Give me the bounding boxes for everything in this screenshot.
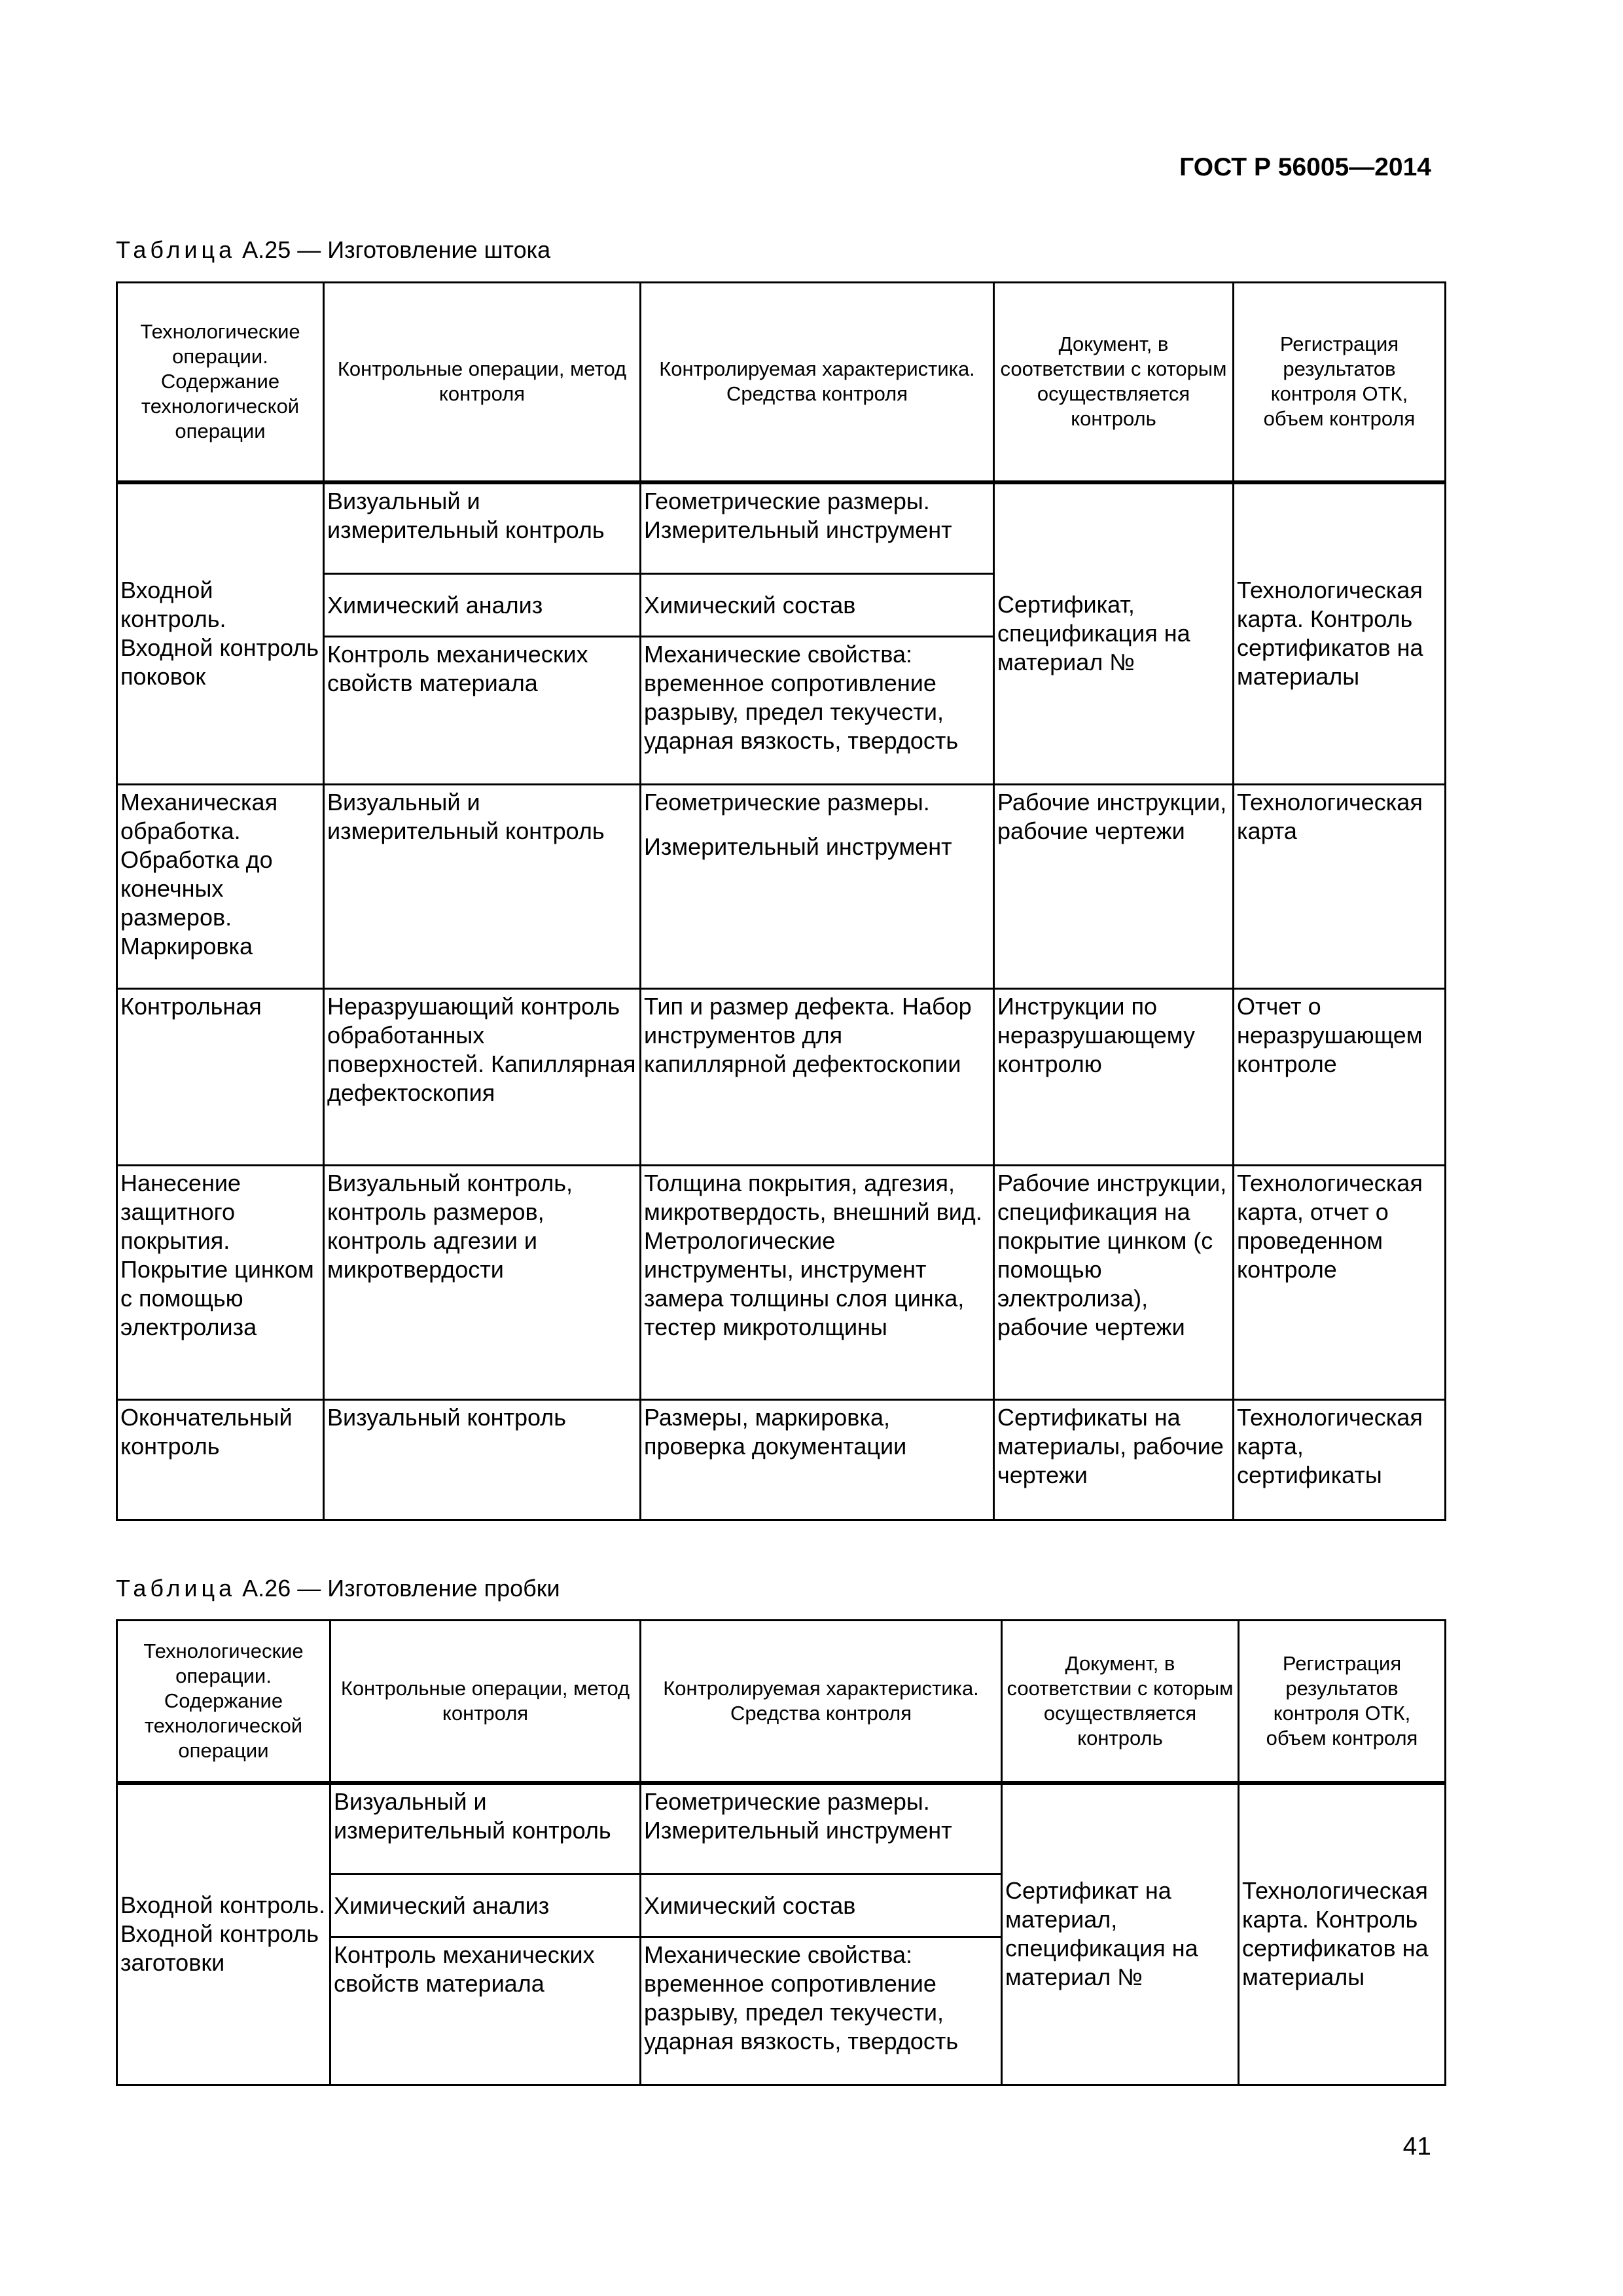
cell-document: Рабочие инструкции, рабочие чертежи <box>994 785 1234 989</box>
page-number: 41 <box>1402 2132 1431 2161</box>
cell-document: Сертификаты на материалы, рабочие чертежи <box>994 1400 1234 1520</box>
cell-document: Сертификат на материал, спецификация на материал № <box>1002 1783 1239 2085</box>
header-document: Документ, в соответствии с которым осуществляется контроль <box>1002 1621 1239 1783</box>
cell-control: Визуальный и измерительный контроль <box>330 1783 641 1874</box>
cell-control: Визуальный контроль, контроль размеров, контроль адгезии и микротвердости <box>324 1166 641 1400</box>
cell-control: Химический анализ <box>330 1874 641 1937</box>
cell-document: Сертификат, спецификация на материал № <box>994 482 1234 785</box>
cell-control: Контроль механических свойств материала <box>330 1937 641 2085</box>
cell-document: Рабочие инструкции, спецификация на покрытие цинком (с помощью электролиза), рабочие чертежи <box>994 1166 1234 1400</box>
cell-control: Неразрушающий контроль обработанных поверхностей. Капиллярная дефектоскопия <box>324 989 641 1166</box>
cell-operation: Входной контроль. Входной контроль поковок <box>117 482 324 785</box>
header-control: Контрольные операции, метод контроля <box>324 283 641 482</box>
cell-characteristic: Тип и размер дефекта. Набор инструментов для капиллярной дефектоскопии <box>641 989 994 1166</box>
header-characteristic: Контролируемая характеристика. Средства контроля <box>641 1621 1002 1783</box>
cell-document: Инструкции по неразрушающему контролю <box>994 989 1234 1166</box>
cell-characteristic: Толщина покрытия, адгезия, микротвердость, внешний вид. Метрологические инструменты, инструмент замера толщины слоя цинка, тестер микротолщины <box>641 1166 994 1400</box>
cell-operation: Входной контроль. Входной контроль заготовки <box>117 1783 330 2085</box>
cell-operation: Нанесение защитного покрытия. Покрытие цинком с помощью электролиза <box>117 1166 324 1400</box>
caption-prefix: Таблица <box>116 236 236 263</box>
header-registration: Регистрация результатов контроля ОТК, объем контроля <box>1239 1621 1446 1783</box>
characteristic-line: Геометрические размеры. <box>644 789 930 816</box>
header-registration: Регистрация результатов контроля ОТК, объем контроля <box>1234 283 1446 482</box>
header-characteristic: Контролируемая характеристика. Средства контроля <box>641 283 994 482</box>
cell-characteristic <box>641 785 994 989</box>
cell-control: Визуальный контроль <box>324 1400 641 1520</box>
table-row <box>117 1400 1446 1520</box>
table-a26 <box>116 1619 1446 2086</box>
caption-text: А.26 — Изготовление пробки <box>242 1575 560 1602</box>
cell-registration: Технологическая карта, сертификаты <box>1234 1400 1446 1520</box>
table-a25-caption <box>116 236 550 264</box>
header-document: Документ, в соответствии с которым осуществляется контроль <box>994 283 1234 482</box>
caption-text: А.25 — Изготовление штока <box>242 236 551 263</box>
table-header-row <box>117 1621 1446 1783</box>
cell-characteristic: Химический состав <box>641 574 994 637</box>
cell-control: Визуальный и измерительный контроль <box>324 785 641 989</box>
document-code: ГОСТ Р 56005—2014 <box>1179 153 1431 181</box>
cell-registration: Технологическая карта, отчет о проведенном контроле <box>1234 1166 1446 1400</box>
cell-control: Визуальный и измерительный контроль <box>324 482 641 574</box>
cell-registration: Технологическая карта. Контроль сертификатов на материалы <box>1234 482 1446 785</box>
table-row <box>117 989 1446 1166</box>
cell-characteristic: Геометрические размеры. Измерительный инструмент <box>641 1783 1002 1874</box>
cell-operation: Окончательный контроль <box>117 1400 324 1520</box>
cell-characteristic: Механические свойства: временное сопротивление разрыву, предел текучести, ударная вязкость, твердость <box>641 637 994 785</box>
cell-characteristic: Размеры, маркировка, проверка документации <box>641 1400 994 1520</box>
cell-control: Контроль механических свойств материала <box>324 637 641 785</box>
characteristic-line: Измерительный инструмент <box>644 833 952 860</box>
cell-registration: Технологическая карта <box>1234 785 1446 989</box>
table-row <box>117 785 1446 989</box>
cell-registration: Технологическая карта. Контроль сертификатов на материалы <box>1239 1783 1446 2085</box>
cell-registration: Отчет о неразрушающем контроле <box>1234 989 1446 1166</box>
header-control: Контрольные операции, метод контроля <box>330 1621 641 1783</box>
header-operation: Технологические операции. Содержание технологической операции <box>117 1621 330 1783</box>
cell-operation: Контрольная <box>117 989 324 1166</box>
caption-prefix: Таблица <box>116 1575 236 1602</box>
table-a25 <box>116 281 1446 1521</box>
cell-characteristic: Химический состав <box>641 1874 1002 1937</box>
header-operation: Технологические операции. Содержание технологической операции <box>117 283 324 482</box>
table-row <box>117 1783 1446 1874</box>
table-row <box>117 482 1446 574</box>
table-header-row <box>117 283 1446 482</box>
table-a26-caption <box>116 1574 560 1603</box>
cell-control: Химический анализ <box>324 574 641 637</box>
cell-characteristic: Геометрические размеры. Измерительный инструмент <box>641 482 994 574</box>
table-row <box>117 1166 1446 1400</box>
cell-operation: Механическая обработка. Обработка до конечных размеров. Маркировка <box>117 785 324 989</box>
cell-characteristic: Механические свойства: временное сопротивление разрыву, предел текучести, ударная вязкость, твердость <box>641 1937 1002 2085</box>
